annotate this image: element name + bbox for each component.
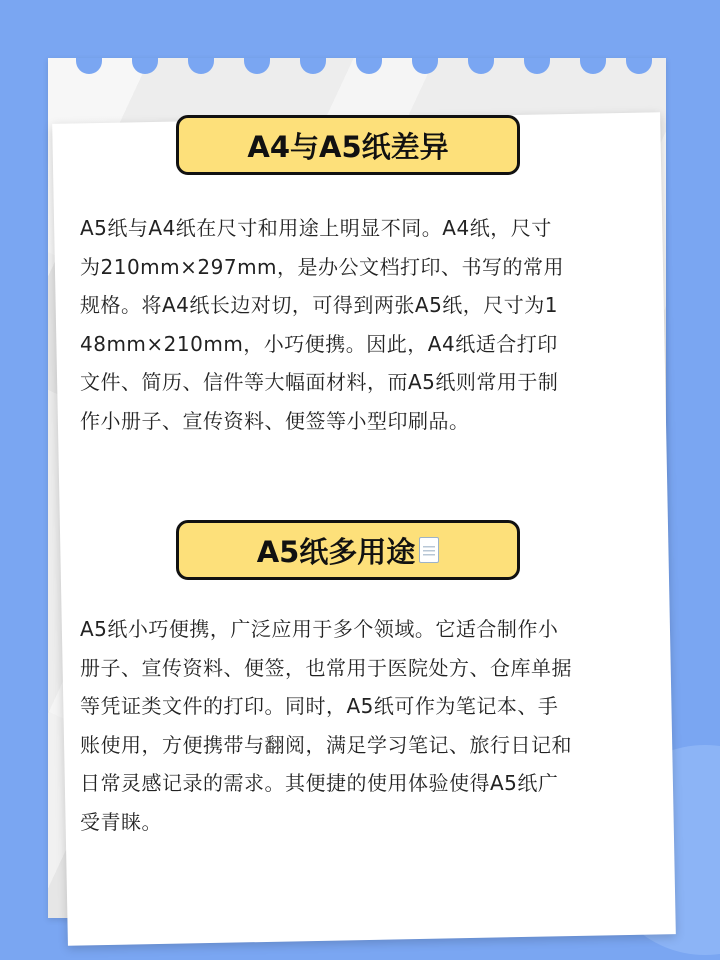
binder-hole bbox=[468, 58, 494, 74]
binder-hole bbox=[580, 58, 606, 74]
binder-hole bbox=[132, 58, 158, 74]
binder-hole bbox=[524, 58, 550, 74]
page-document-icon bbox=[419, 537, 439, 563]
section-2-paragraph: A5纸小巧便携，广泛应用于多个领域。它适合制作小 册子、宣传资料、便签，也常用于医院处方、仓库单据 等凭证类文件的打印。同时，A5纸可作为笔记本、手 账使用，方便携带与翻阅，满足学习笔记、旅行日记和 日常灵感记录的需求。其便捷的使用体验使得A5纸广 受青睐。 bbox=[80, 617, 572, 834]
section-title-box bbox=[176, 115, 520, 175]
binder-hole bbox=[356, 58, 382, 74]
binder-hole bbox=[412, 58, 438, 74]
binder-hole bbox=[300, 58, 326, 74]
binder-holes bbox=[48, 58, 666, 78]
binder-hole bbox=[244, 58, 270, 74]
section-title-box bbox=[176, 520, 520, 580]
section-1-paragraph: A5纸与A4纸在尺寸和用途上明显不同。A4纸，尺寸 为210mm×297mm，是办公文档打印、书写的常用 规格。将A4纸长边对切，可得到两张A5纸，尺寸为1 48mm×210mm，小巧便携。因此，A4纸适合打印 文件、简历、信件等大幅面材料，而A5纸则常用于制 作小册子、宣传资料、便签等小型印刷品。 bbox=[80, 216, 565, 433]
binder-hole bbox=[626, 58, 652, 74]
binder-hole bbox=[188, 58, 214, 74]
binder-hole bbox=[76, 58, 102, 74]
section-1-title: A4与A5纸差异 bbox=[247, 129, 449, 164]
section-2-title: A5纸多用途 bbox=[256, 534, 416, 569]
